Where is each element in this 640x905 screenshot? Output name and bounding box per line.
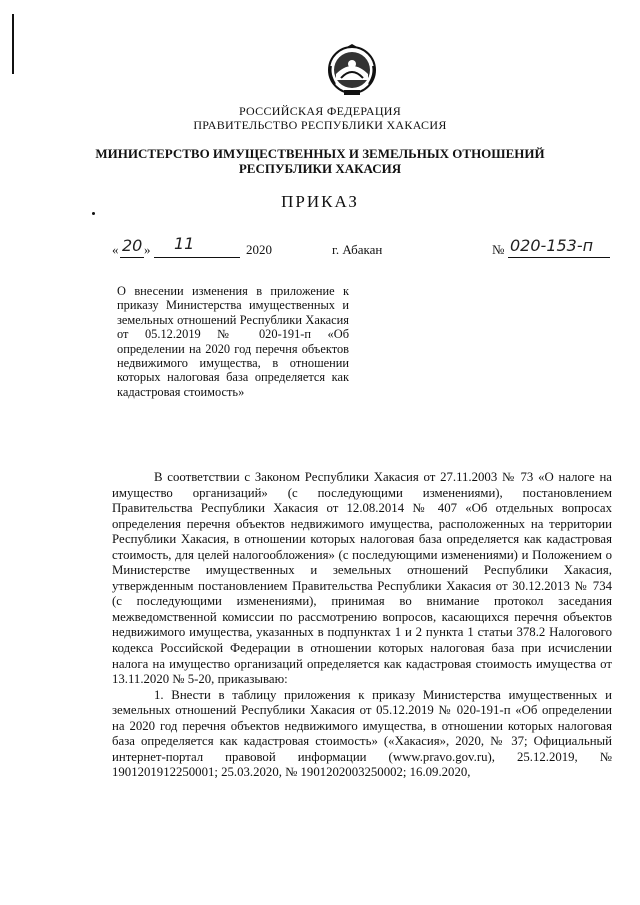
body-paragraph-1: В соответствии с Законом Республики Хакасия от 27.11.2003 № 73 «О налоге на имущество организаций» (с последующими изменениями), постановлением Правительства Республики Хакасия от 12.08.2014 № 407 «Об отдельных вопросах определения перечня объектов недвижимого имущества, расположенных на территории Республики Хакасия, в отношении которых налоговая база определяется как кадастровая стоимость, для целей налогообложения» (с последующими изменениями) и Положением о Министерстве имущественных и земельных отношений Республики Хакасия, утвержденным постановлением Правительства Республики Хакасия от 30.12.2013 № 734 (с последующими изменениями), принимая во внимание протокол заседания межведомственной комиссии по рассмотрению вопросов, касающихся перечня объектов недвижимого имущества, указанных в подпунктах 1 и 2 пункта 1 статьи 378.2 Налогового кодекса Российской Федерации в отношении которых налоговая база при исчислении налога на имущество организаций определяется как кадастровая стоимость имущества от 13.11.2020 № 5-20, приказываю: bbox=[112, 470, 612, 687]
close-quote: » bbox=[144, 242, 151, 257]
number-label: № bbox=[492, 242, 505, 257]
scan-dot bbox=[92, 212, 95, 215]
order-subject: О внесении изменения в приложение к приказу Министерства имущественных и земельных отношений Республики Хакасия от 05.12.2019 № 020-191-п «Об определении на 2020 год перечня объектов недвижимого имущества, в отношении которых налоговая база определяется как кадастровая стоимость» bbox=[117, 284, 349, 399]
ministry-name-line2: РЕСПУБЛИКИ ХАКАСИЯ bbox=[238, 161, 402, 176]
date-line bbox=[112, 236, 632, 262]
open-quote: « bbox=[112, 242, 119, 257]
handwritten-number: 020-153-п bbox=[510, 236, 594, 255]
handwritten-day: 20 bbox=[122, 236, 143, 255]
number-underline bbox=[508, 257, 610, 258]
coat-of-arms-emblem bbox=[327, 44, 377, 98]
city: г. Абакан bbox=[332, 242, 383, 257]
order-body bbox=[112, 470, 612, 781]
government-name: ПРАВИТЕЛЬСТВО РЕСПУБЛИКИ ХАКАСИЯ bbox=[193, 118, 447, 132]
document-type: ПРИКАЗ bbox=[281, 192, 359, 211]
ministry-name-line1: МИНИСТЕРСТВО ИМУЩЕСТВЕННЫХ И ЗЕМЕЛЬНЫХ ОТНОШЕНИЙ bbox=[95, 146, 545, 161]
year: 2020 bbox=[246, 242, 272, 257]
margin-line bbox=[12, 14, 14, 74]
month-underline bbox=[154, 257, 240, 258]
country-name: РОССИЙСКАЯ ФЕДЕРАЦИЯ bbox=[238, 104, 402, 118]
body-paragraph-2: 1. Внести в таблицу приложения к приказу Министерства имущественных и земельных отношений Республики Хакасия от 05.12.2019 № 020-191-п «Об определении на 2020 год перечня объектов недвижимого имущества, в отношении которых налоговая база определяется как кадастровая стоимость» («Хакасия», 2020, № 37; Официальный интернет-портал правовой информации (www.pravo.gov.ru), 25.12.2019, № 1901201912250001; 25.03.2020, № 1901202003250002; 16.09.2020, bbox=[112, 687, 612, 780]
day-underline bbox=[120, 257, 144, 258]
handwritten-month: 11 bbox=[174, 234, 195, 253]
